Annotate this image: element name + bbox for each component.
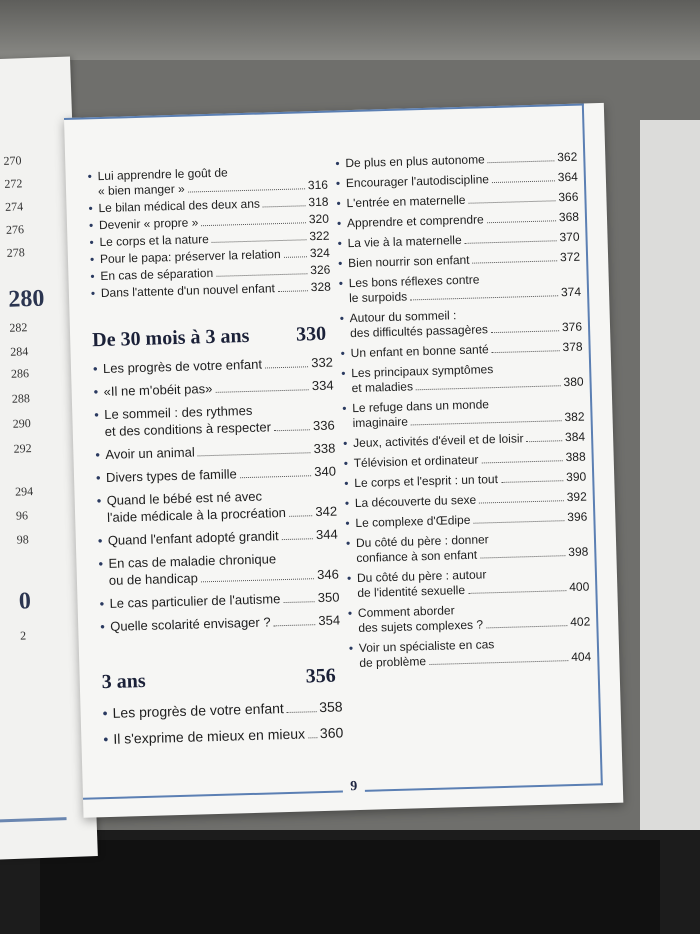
toc-entry-label: « bien manger » [97,181,185,199]
leader-dots [198,452,311,456]
toc-entry-label: Le complexe d'Œdipe [355,512,471,531]
toc-entry-label: Avoir un animal [105,444,195,462]
toc-entry-label: imaginaire [352,414,409,431]
toc-entry-label: La vie à la maternelle [347,232,462,251]
bullet-icon: • [342,436,348,451]
bullet-icon: • [343,456,349,471]
toc-entry-label: Le cas particulier de l'autisme [109,591,281,611]
leader-dots [263,205,306,207]
toc-entry-label: Quand le bébé est né avec [106,488,263,508]
toc-entry-body [106,486,337,526]
toc-entry-label: le surpoids [348,289,408,306]
toc-entry-label: Bien nourrir son enfant [347,252,470,271]
toc-entry-label: des difficultés passagères [349,322,489,341]
toc-right-list [335,150,591,677]
toc-entry-page: 402 [570,614,591,630]
toc-entry-label: Un enfant en bonne santé [350,342,489,361]
toc-entry-label: confiance à son enfant [356,547,478,566]
left-page-number: 98 [16,532,30,547]
bullet-icon: • [88,218,94,233]
leader-dots [240,475,312,478]
bullet-icon: • [335,176,341,191]
bullet-icon: • [92,361,98,377]
leader-dots [283,601,314,603]
bullet-icon: • [346,571,352,586]
leader-dots [278,290,308,292]
toc-entry-label: Quand l'enfant adopté grandit [107,528,279,548]
leader-dots [479,500,564,503]
toc-entry-page: 342 [315,503,338,520]
toc-top-list [87,163,331,304]
bullet-icon: • [87,169,93,184]
leader-dots [469,200,556,203]
toc-entry-page: 328 [310,279,332,295]
toc-entry-page: 336 [312,417,335,434]
bullet-icon: • [89,235,94,250]
bullet-icon: • [342,401,347,416]
toc-entry-label: Devenir « propre » [98,215,199,233]
toc-entry-page: 322 [309,228,330,244]
toc-entry-page: 404 [571,649,592,665]
toc-entry-page: 366 [558,189,579,205]
leader-dots [492,350,560,353]
toc-right-column [335,150,591,677]
toc-entry-label: Le corps et la nature [99,232,210,250]
background-object [640,120,700,880]
section-list [102,697,343,756]
bullet-icon: • [338,276,344,291]
bullet-icon: • [344,476,349,491]
leader-dots [410,295,558,300]
toc-entry-page: 362 [557,149,578,165]
leader-dots [482,460,563,463]
section-page: 356 [305,664,336,688]
bullet-icon: • [345,536,351,551]
toc-page [64,103,623,818]
leader-dots [492,180,555,183]
left-page-fragment: 2 [19,628,27,643]
toc-entry-page: 344 [315,526,338,543]
leader-dots [480,555,565,558]
toc-entry-label: de l'identité sexuelle [357,582,466,600]
leader-dots [265,366,308,368]
toc-entry-page: 376 [561,319,583,335]
toc-entry-page: 382 [564,409,585,425]
bullet-icon: • [90,269,95,284]
section-title: 3 ans [101,669,146,694]
bullet-icon: • [99,596,105,612]
left-page-number: 284 [9,344,29,359]
toc-entry-page: 358 [318,698,343,716]
leader-dots [488,160,555,163]
left-section-number: 280 [7,285,45,313]
leader-dots [287,711,316,713]
leader-dots [188,188,305,192]
bullet-icon: • [345,516,350,531]
toc-entry-label: Voir un spécialiste en cas [358,637,495,655]
toc-entry-page: 316 [307,177,329,193]
toc-entry-label: Le corps et l'esprit : un tout [354,472,499,491]
left-page-number: 288 [11,391,31,406]
left-page-number: 278 [6,245,25,260]
leader-dots [468,590,566,594]
leader-dots [465,240,557,244]
toc-entry-page: 326 [310,262,331,278]
toc-entry-page: 374 [560,284,582,300]
toc-entry-label: Les progrès de votre enfant [102,356,263,377]
leader-dots [487,220,556,223]
toc-entry-label: Du côté du père : autour [356,567,487,585]
leader-dots [274,429,310,431]
toc-entry [96,486,337,527]
bullet-icon: • [98,556,104,572]
toc-entry-label: En cas de maladie chronique [108,551,277,571]
left-page-number: 286 [10,366,30,381]
toc-entry-label: Le bilan médical des deux ans [98,196,261,216]
bullet-icon: • [337,236,343,251]
toc-entry-label: Quelle scolarité envisager ? [110,614,271,634]
leader-dots [416,385,561,390]
toc-entry-page: 398 [568,544,589,560]
section-page: 330 [295,322,327,346]
toc-entry-label: de problème [359,654,427,670]
toc-entry-label: Télévision et ordinateur [353,452,479,471]
toc-entry-label: Le refuge dans un monde [352,397,490,416]
bullet-icon: • [100,619,105,635]
toc-entry-label: Les progrès de votre enfant [112,700,285,721]
toc-entry-label: Jeux, activités d'éveil et de loisir [352,431,524,451]
bullet-icon: • [340,346,346,361]
left-page-number: 274 [4,199,24,214]
toc-entry-label: Les bons réflexes contre [348,272,480,291]
toc-entry-page: 388 [565,449,586,465]
bullet-icon: • [337,256,343,271]
bullet-icon: • [347,606,353,621]
toc-entry-page: 354 [318,612,341,629]
toc-entry-label: Les principaux symptômes [351,362,494,381]
leader-dots [284,256,307,258]
left-page-number: 282 [9,320,28,335]
toc-entry-page: 380 [563,374,584,390]
bullet-icon: • [93,384,99,400]
left-page-number: 96 [15,508,29,523]
toc-entry-page: 346 [316,566,340,583]
toc-entry-label: Dans l'attente d'un nouvel enfant [100,281,276,301]
toc-entry-page: 396 [567,509,588,525]
toc-entry-label: Comment aborder [357,603,455,620]
toc-entry-page: 350 [317,589,340,606]
left-page-number: 290 [12,416,31,431]
left-page-number: 294 [14,484,34,499]
toc-left-column [87,163,343,756]
toc-entry-label: et des conditions à respecter [104,419,272,439]
toc-entry-page: 318 [308,194,329,210]
leader-dots [411,420,562,425]
left-page-rule [0,817,67,822]
left-page-number: 270 [3,153,22,168]
leader-dots [282,538,313,540]
leader-dots [201,222,306,226]
toc-entry-page: 400 [569,579,590,595]
toc-entry-page: 338 [313,440,336,457]
toc-entry-label: Autour du sommeil : [349,308,457,326]
leader-dots [501,480,563,483]
bullet-icon: • [348,641,354,656]
toc-entry-label: De plus en plus autonome [345,152,485,171]
toc-entry-label: Du côté du père : donner [355,532,489,551]
bullet-icon: • [97,533,103,549]
toc-entry-page: 340 [314,463,337,480]
bullet-icon: • [90,286,96,301]
bullet-icon: • [89,252,95,267]
toc-entry-page: 320 [308,211,330,227]
toc-entry-label: Apprendre et comprendre [346,212,484,231]
bullet-icon: • [336,196,341,211]
toc-entry [98,549,339,590]
toc-entry-label: Encourager l'autodiscipline [345,172,490,191]
toc-entry-page: 332 [311,354,334,371]
toc-entry-page: 360 [319,724,344,742]
background-wall [0,0,700,60]
leader-dots [486,625,567,628]
toc-entry-body [108,549,339,589]
toc-entry-label: La découverte du sexe [354,492,477,511]
toc-entry-label: Divers types de famille [105,466,237,485]
toc-entry-label: et maladies [351,379,414,396]
page-number: 9 [343,779,365,796]
bullet-icon: • [94,407,100,423]
leader-dots [491,330,559,333]
toc-entry-page: 334 [311,377,334,394]
book-stand [40,840,660,934]
toc-entry-label: Lui apprendre le goût de [97,165,228,184]
toc-entry-label: ou de handicap [108,570,199,588]
bullet-icon: • [95,447,101,463]
bullet-icon: • [344,496,350,511]
bullet-icon: • [336,216,342,231]
toc-entry-label: l'aide médicale à la procréation [106,504,287,525]
leader-dots [216,273,307,277]
toc-entry-label: L'entrée en maternelle [346,192,466,211]
toc-entry-label: Il s'exprime de mieux en mieux [113,725,306,747]
leader-dots [212,239,307,243]
leader-dots [215,389,309,393]
toc-entry-page: 378 [562,339,583,355]
toc-entry-page: 370 [559,229,580,245]
section-title: De 30 mois à 3 ans [91,324,250,352]
bullet-icon: • [96,493,102,509]
bullet-icon: • [88,201,93,216]
leader-dots [274,624,316,626]
toc-entry-page: 364 [557,169,579,185]
toc-entry-page: 384 [564,429,586,445]
toc-entry-label: Pour le papa: préserver la relation [99,247,281,267]
leader-dots [201,578,314,582]
page-border-top [64,103,584,120]
leader-dots [527,440,563,442]
toc-entry-page: 390 [565,469,587,485]
bullet-icon: • [103,731,109,748]
toc-entry-label: Le sommeil : des rythmes [104,402,253,422]
toc-entry-page: 392 [566,489,587,505]
bullet-icon: • [102,705,108,722]
toc-entry-page: 324 [309,245,331,261]
toc-entry-label: En cas de séparation [100,265,214,284]
bullet-icon: • [95,470,101,486]
leader-dots [289,515,313,517]
toc-entry-label: «Il ne m'obéit pas» [103,380,213,399]
left-section-number: 0 [18,588,32,615]
leader-dots [473,260,558,263]
toc-entry-page: 372 [559,249,581,265]
toc-entry-body [97,163,328,199]
bullet-icon: • [341,366,346,381]
leader-dots [308,737,317,738]
leader-dots [429,660,568,665]
leader-dots [473,520,564,524]
bullet-icon: • [339,311,345,326]
bullet-icon: • [335,156,340,171]
toc-entry-body [104,400,335,440]
section-list [93,354,341,642]
toc-entry-page: 368 [558,209,580,225]
toc-entry [94,400,335,441]
toc-entry-label: des sujets complexes ? [358,617,484,635]
left-page-number: 272 [4,176,23,191]
left-page-number: 292 [13,441,32,456]
left-page-number: 276 [5,222,25,237]
